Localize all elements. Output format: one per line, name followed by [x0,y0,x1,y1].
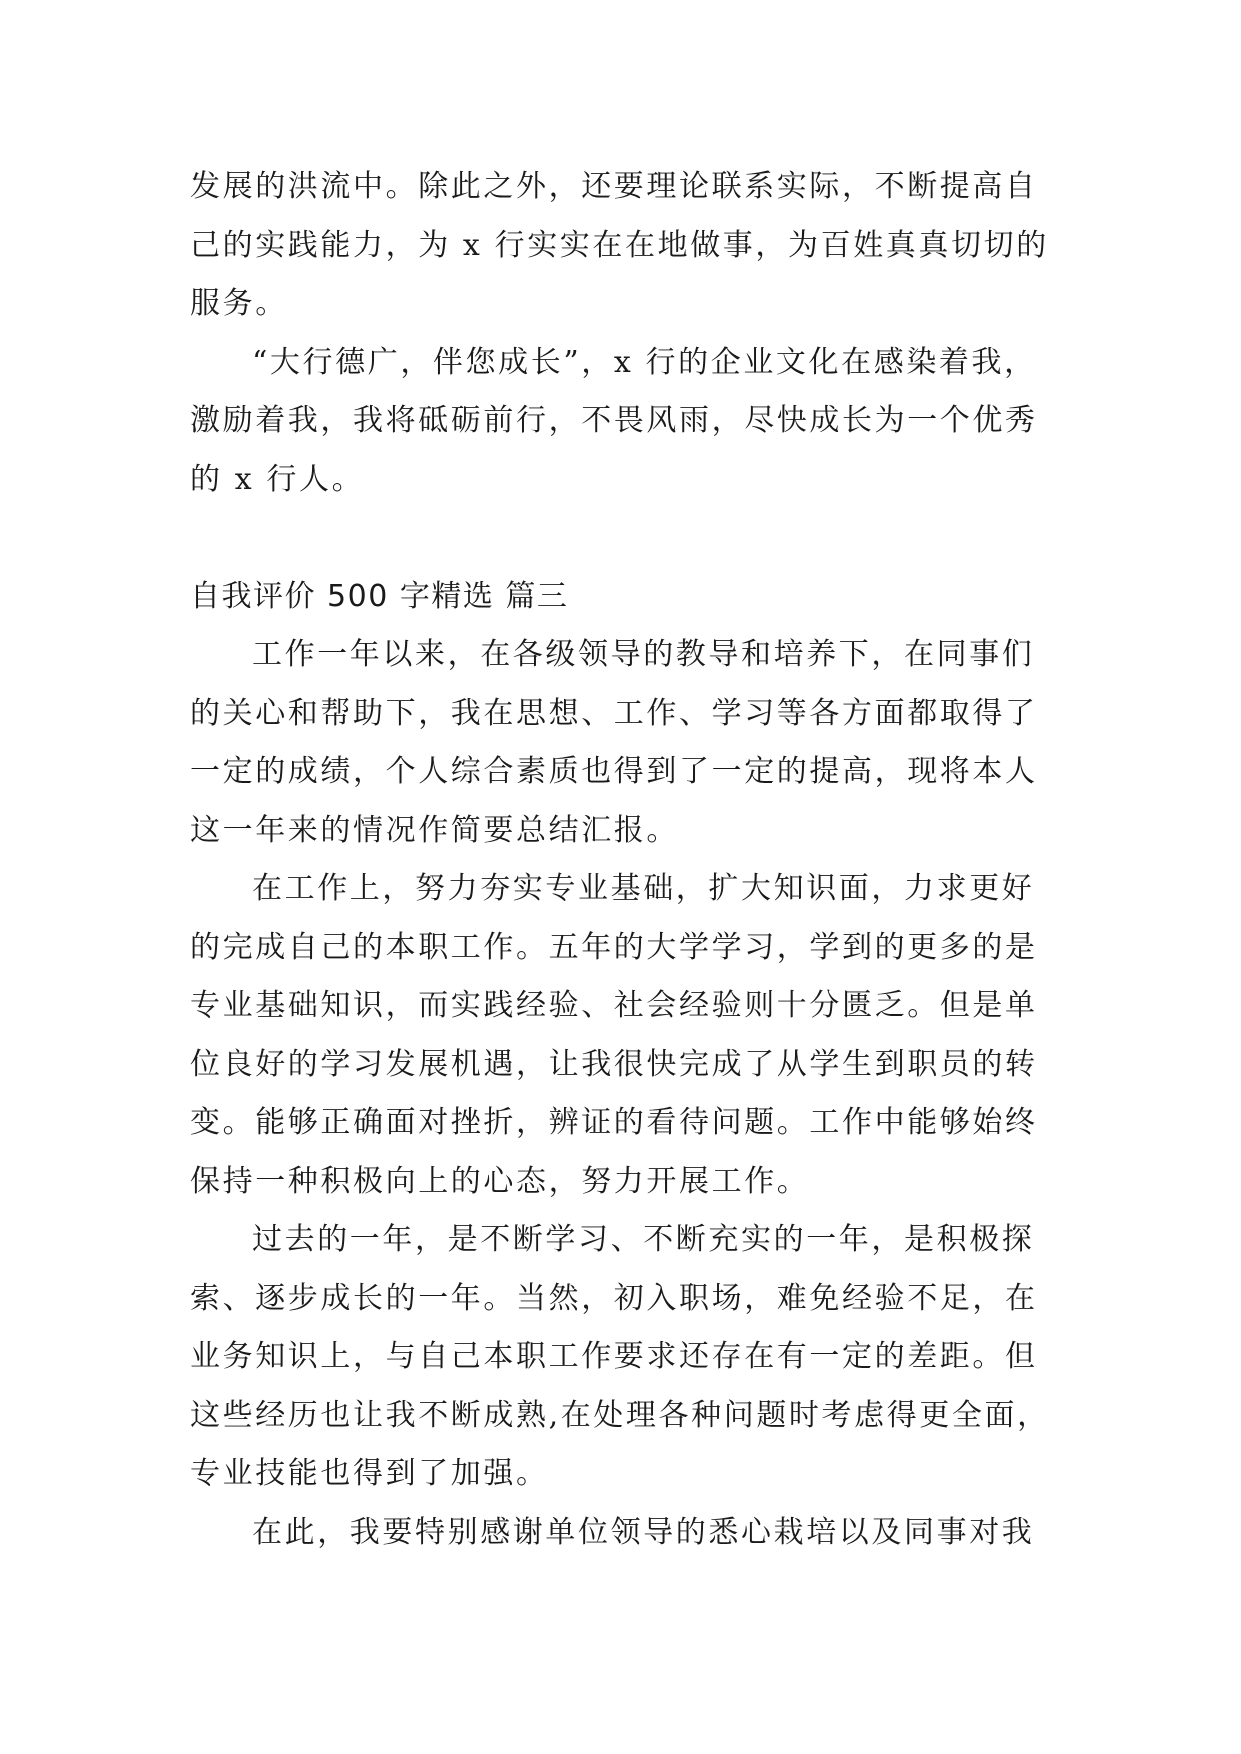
text-line: 的 x 行人。 [190,461,365,497]
text-line: “大行德广，伴您成长”，x 行的企业文化在感染着我， [252,344,1037,380]
paragraph-culture [190,334,1052,510]
text-line: 业务知识上，与自己本职工作要求还存在有一定的差距。但 [190,1339,1038,1374]
text-line: 的完成自己的本职工作。五年的大学学习，学到的更多的是 [190,929,1038,965]
text-line: 一定的成绩，个人综合素质也得到了一定的提高，现将本人 [190,754,1038,789]
text-line: 发展的洪流中。除此之外，还要理论联系实际，不断提高自 [190,169,1038,204]
text-line: 专业技能也得到了加强。 [190,1456,549,1491]
text-line: 工作一年以来，在各级领导的教导和培养下，在同事们 [252,637,1035,672]
section-gap [190,509,1052,568]
paragraph-past-year [190,1211,1052,1504]
paragraph-work [190,860,1052,1211]
text-line: 这些经历也让我不断成熟,在处理各种问题时考虑得更全面， [190,1397,1050,1433]
text-line: 在此，我要特别感谢单位领导的悉心栽培以及同事对我 [252,1514,1035,1550]
text-line: 过去的一年，是不断学习、不断充实的一年，是积极探 [252,1222,1035,1257]
paragraph-thanks [190,1504,1052,1563]
text-line: 己的实践能力，为 x 行实实在在地做事，为百姓真真切切的 [190,227,1049,263]
paragraph-continuation [190,158,1052,334]
text-line: 变。能够正确面对挫折，辨证的看待问题。工作中能够始终 [190,1105,1038,1140]
text-line: 在工作上，努力夯实专业基础，扩大知识面，力求更好 [252,871,1035,906]
text-line: 位良好的学习发展机遇，让我很快完成了从学生到职员的转 [190,1046,1038,1082]
text-line: 这一年来的情况作简要总结汇报。 [190,812,679,848]
text-line: 的关心和帮助下，我在思想、工作、学习等各方面都取得了 [190,695,1038,731]
text-line: 激励着我，我将砥砺前行，不畏风雨，尽快成长为一个优秀 [190,403,1038,438]
text-line: 索、逐步成长的一年。当然，初入职场，难免经验不足，在 [190,1280,1038,1316]
document-body [190,158,1052,1562]
text-line: 保持一种积极向上的心态，努力开展工作。 [190,1163,810,1199]
paragraph-intro [190,626,1052,860]
text-line: 服务。 [190,286,288,321]
section-heading: 自我评价 500 字精选 篇三 [190,578,569,614]
text-line: 专业基础知识，而实践经验、社会经验则十分匮乏。但是单 [190,988,1038,1023]
